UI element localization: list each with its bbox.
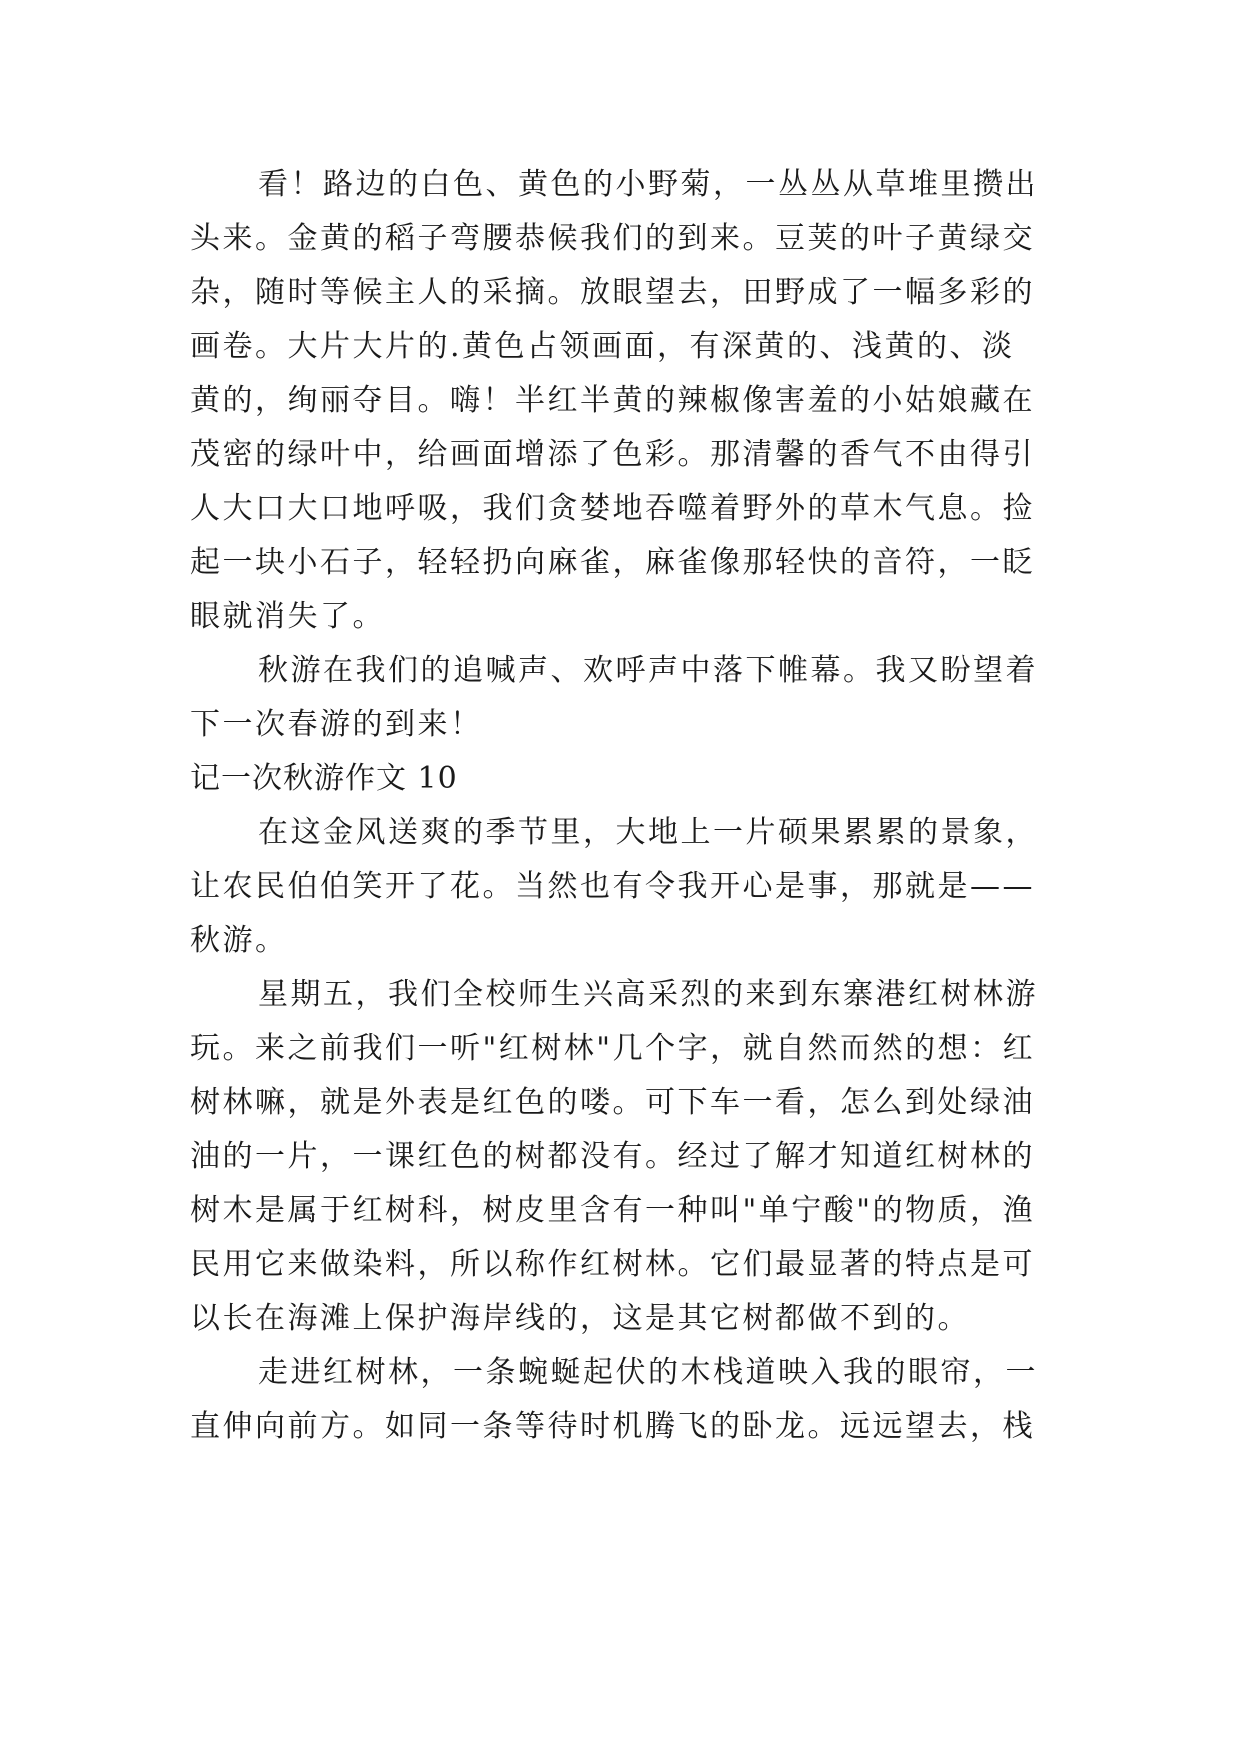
- paragraph-line: 民用它来做染料，所以称作红树林。它们最显著的特点是可: [190, 1247, 1035, 1282]
- section-heading: 记一次秋游作文 10: [190, 761, 458, 796]
- paragraph-line: 起一块小石子，轻轻扔向麻雀，麻雀像那轻快的音符，一眨: [190, 545, 1035, 580]
- paragraph-line: 秋游。: [190, 923, 288, 958]
- paragraph-line: 树木是属于红树科，树皮里含有一种叫"单宁酸"的物质，渔: [190, 1193, 1036, 1228]
- paragraph-line: 茂密的绿叶中，给画面增添了色彩。那清馨的香气不由得引: [190, 437, 1035, 472]
- paragraph-line: 让农民伯伯笑开了花。当然也有令我开心是事，那就是——: [190, 869, 1035, 904]
- paragraph-line: 头来。金黄的稻子弯腰恭候我们的到来。豆荚的叶子黄绿交: [190, 221, 1035, 256]
- paragraph-line: 下一次春游的到来！: [190, 707, 483, 742]
- paragraph-line: 人大口大口地呼吸，我们贪婪地吞噬着野外的草木气息。捡: [190, 491, 1035, 526]
- paragraph-line: 看！路边的白色、黄色的小野菊，一丛丛从草堆里攒出: [258, 167, 1038, 202]
- paragraph-line: 星期五，我们全校师生兴高采烈的来到东寨港红树林游: [258, 977, 1038, 1012]
- paragraph-line: 油的一片，一课红色的树都没有。经过了解才知道红树林的: [190, 1139, 1035, 1174]
- paragraph-line: 在这金风送爽的季节里，大地上一片硕果累累的景象，: [258, 815, 1038, 850]
- paragraph-line: 树林嘛，就是外表是红色的喽。可下车一看，怎么到处绿油: [190, 1085, 1035, 1120]
- paragraph-line: 以长在海滩上保护海岸线的，这是其它树都做不到的。: [190, 1301, 970, 1336]
- paragraph-line: 秋游在我们的追喊声、欢呼声中落下帷幕。我又盼望着: [258, 653, 1038, 688]
- paragraph-line: 走进红树林，一条蜿蜒起伏的木栈道映入我的眼帘，一: [258, 1355, 1038, 1390]
- paragraph-line: 玩。来之前我们一听"红树林"几个字，就自然而然的想：红: [190, 1031, 1036, 1066]
- paragraph-line: 杂，随时等候主人的采摘。放眼望去，田野成了一幅多彩的: [190, 275, 1035, 310]
- paragraph-line: 画卷。大片大片的.黄色占领画面，有深黄的、浅黄的、淡: [190, 329, 1015, 364]
- paragraph-line: 眼就消失了。: [190, 599, 385, 634]
- paragraph-line: 黄的，绚丽夺目。嗨！半红半黄的辣椒像害羞的小姑娘藏在: [190, 383, 1035, 418]
- paragraph-line: 直伸向前方。如同一条等待时机腾飞的卧龙。远远望去，栈: [190, 1409, 1035, 1444]
